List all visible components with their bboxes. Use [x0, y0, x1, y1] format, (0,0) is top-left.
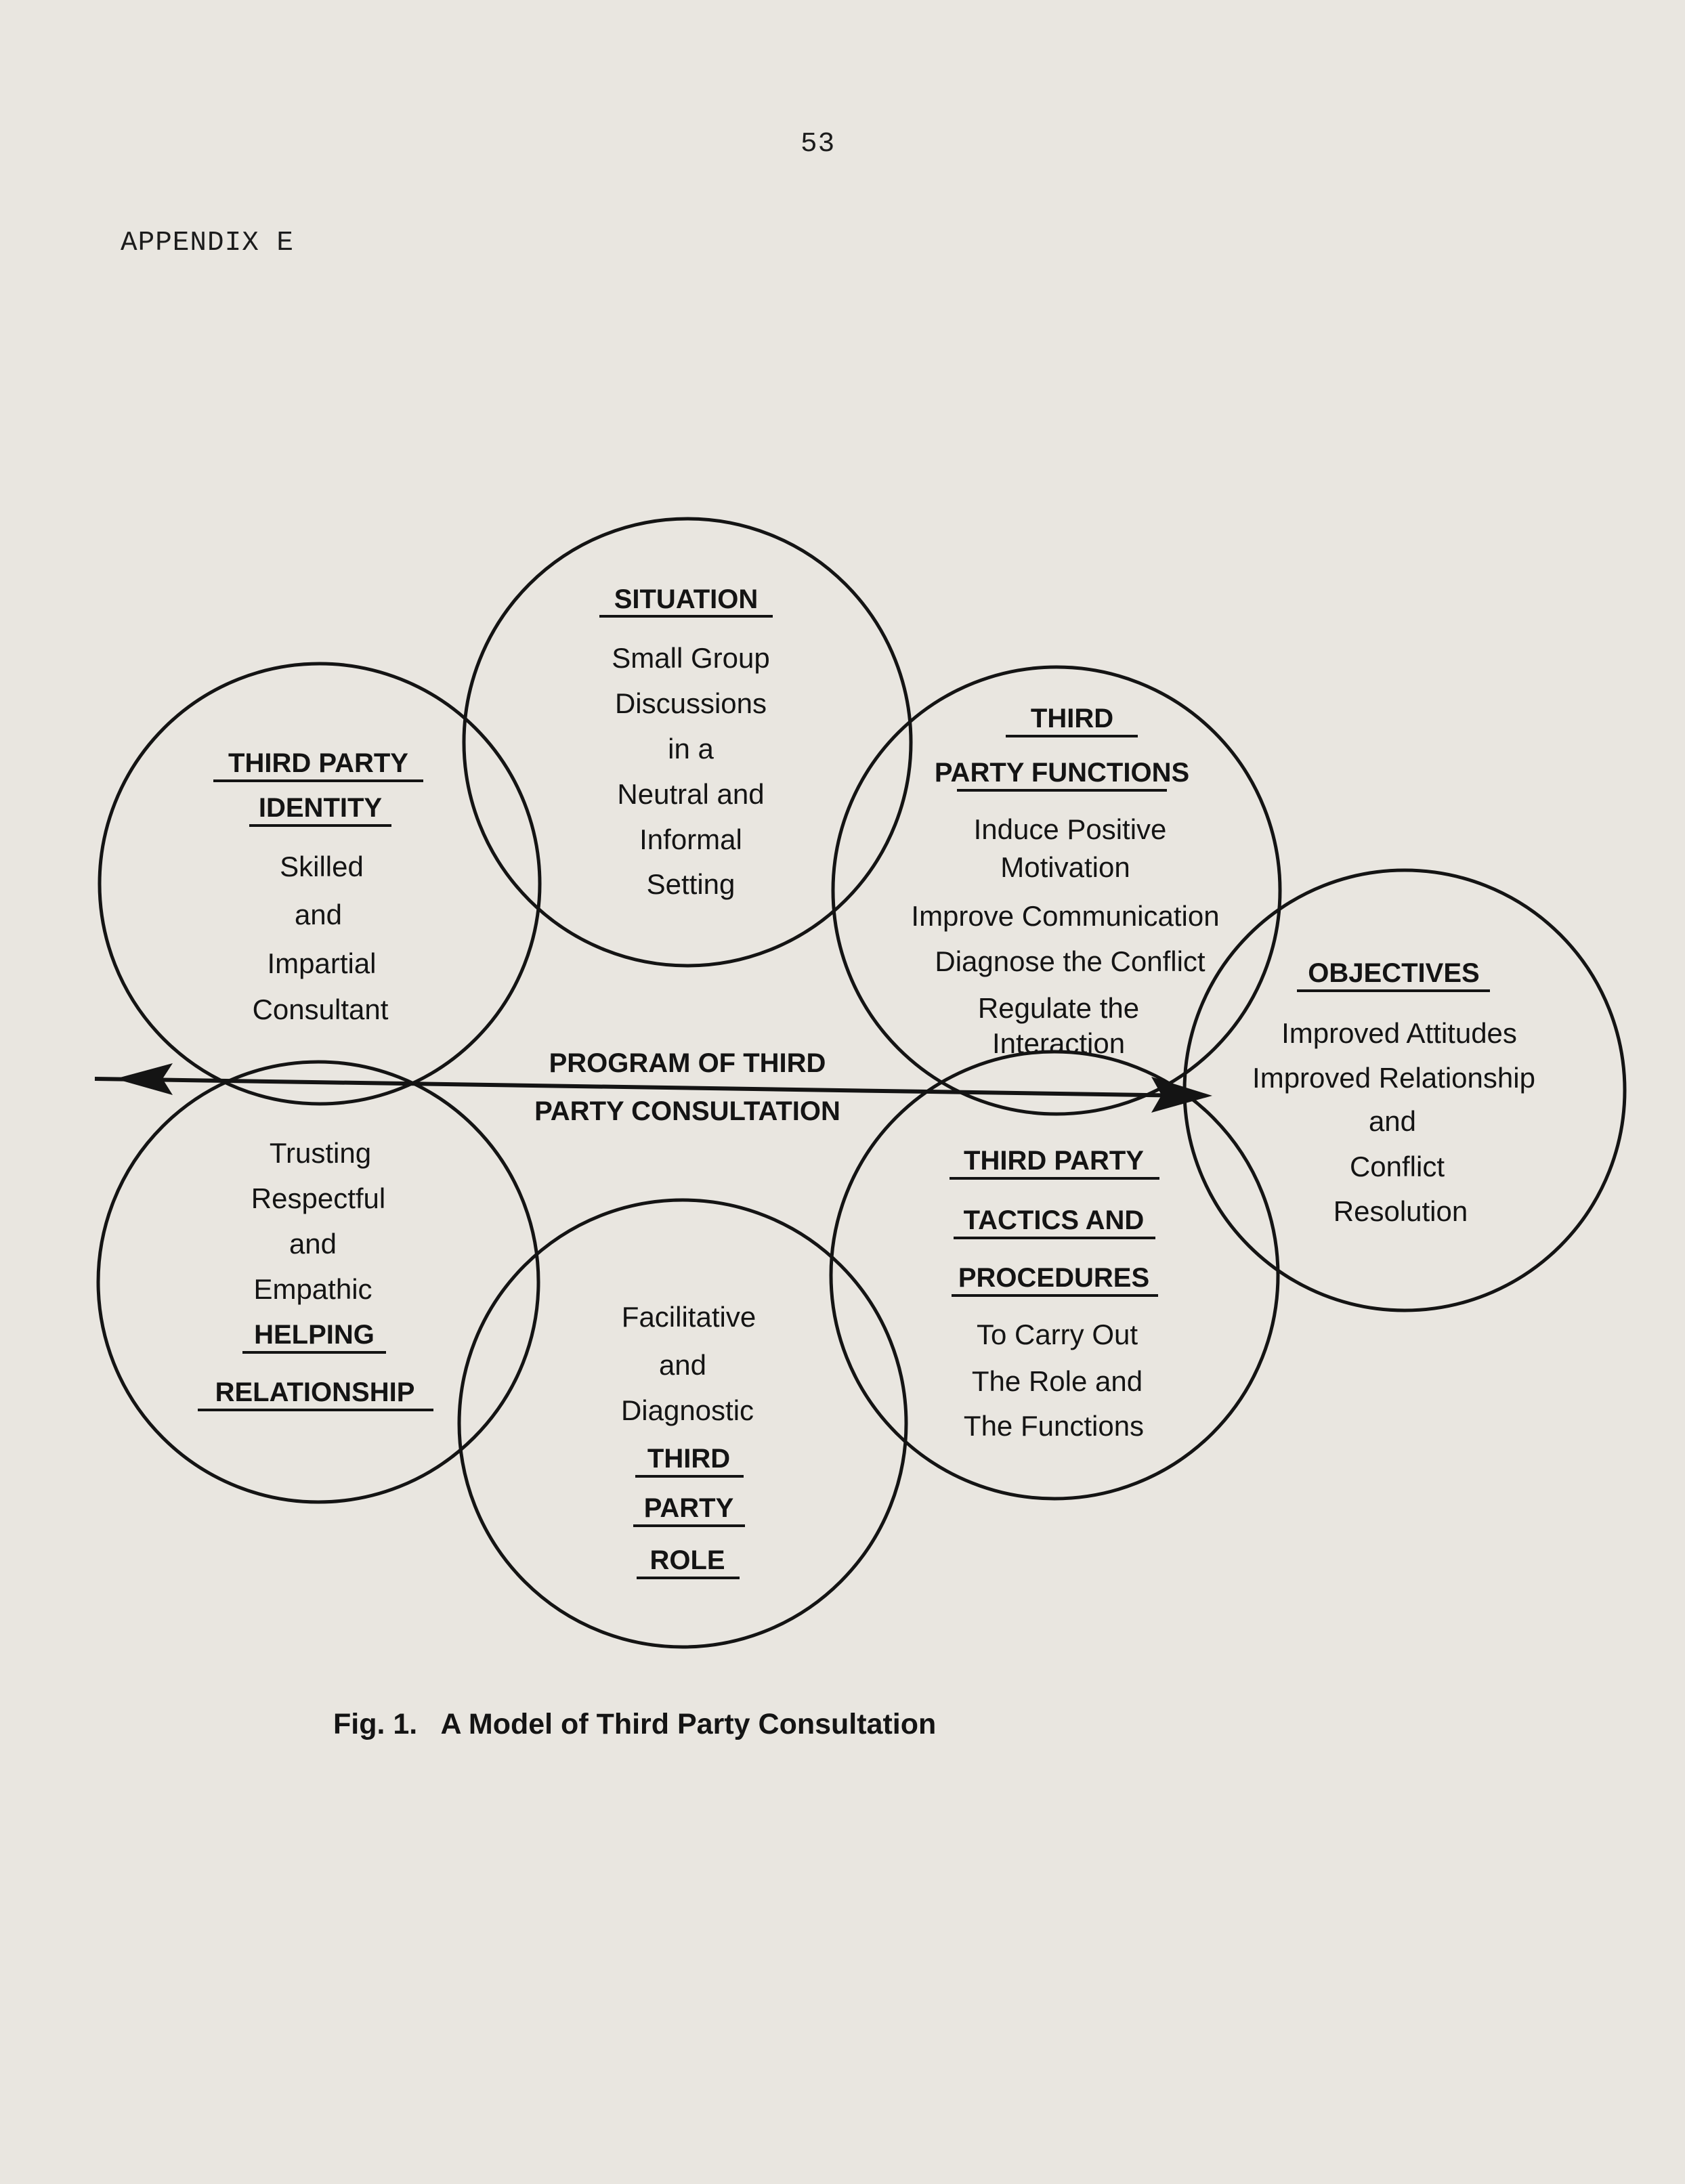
situation-line-5: Informal	[639, 823, 742, 855]
functions-title-1: THIRD	[1030, 704, 1114, 733]
situation-line-6: Setting	[646, 868, 735, 900]
identity-line-2: and	[294, 899, 343, 930]
objectives-title: OBJECTIVES	[1308, 958, 1480, 988]
functions-line-1: Induce Positive	[973, 813, 1167, 845]
situation-line-4: Neutral and	[617, 778, 765, 810]
tactics-title-3: PROCEDURES	[958, 1263, 1150, 1293]
tactics-title-2: TACTICS AND	[963, 1205, 1145, 1235]
identity-line-1: Skilled	[280, 851, 364, 882]
tactics-line-2: The Role and	[971, 1365, 1143, 1397]
tactics-line-1: To Carry Out	[976, 1319, 1138, 1350]
objectives-line-2: Improved Relationship	[1252, 1062, 1535, 1094]
role-title-2: PARTY	[643, 1493, 734, 1523]
situation-line-3: in a	[668, 733, 714, 765]
role-title-1: THIRD	[647, 1444, 731, 1474]
role-line-2: and	[658, 1349, 707, 1381]
objectives-line-4: Conflict	[1349, 1151, 1445, 1182]
functions-line-5: Regulate the	[977, 992, 1140, 1024]
relationship-title-2: RELATIONSHIP	[215, 1377, 415, 1407]
identity-title-1: THIRD PARTY	[228, 748, 408, 778]
role-line-3: Diagnostic	[620, 1394, 754, 1426]
figure-caption	[333, 1708, 936, 1741]
functions-line-3: Improve Communication	[911, 900, 1220, 932]
situation-line-2: Discussions	[614, 687, 767, 719]
objectives-line-3: and	[1368, 1105, 1417, 1137]
identity-line-4: Consultant	[252, 993, 389, 1025]
tactics-line-3: The Functions	[963, 1410, 1145, 1442]
page-number: 53	[801, 129, 836, 160]
relationship-line-4: Empathic	[253, 1273, 372, 1305]
tactics-title-1: THIRD PARTY	[964, 1146, 1144, 1176]
figure-caption-text: A Model of Third Party Consultation	[440, 1708, 937, 1740]
objectives-line-1: Improved Attitudes	[1281, 1017, 1517, 1049]
role-line-1: Facilitative	[621, 1301, 756, 1333]
functions-line-2: Motivation	[1000, 851, 1130, 883]
figure-caption-label: Fig. 1.	[333, 1708, 418, 1740]
relationship-line-2: Respectful	[251, 1182, 386, 1214]
identity-line-3: Impartial	[267, 947, 377, 979]
appendix-heading: APPENDIX E	[121, 228, 295, 259]
functions-title-2: PARTY FUNCTIONS	[934, 758, 1190, 788]
situation-line-1: Small Group	[612, 642, 770, 674]
functions-line-4: Diagnose the Conflict	[935, 945, 1206, 977]
objectives-line-5: Resolution	[1333, 1195, 1468, 1227]
identity-title-2: IDENTITY	[258, 793, 383, 823]
role-title-3: ROLE	[649, 1545, 725, 1575]
program-line-2: PARTY CONSULTATION	[534, 1096, 840, 1126]
relationship-line-3: and	[289, 1228, 337, 1260]
relationship-line-1: Trusting	[269, 1137, 372, 1169]
program-arrow-line	[95, 1079, 1192, 1096]
functions-line-6: Interaction	[991, 1027, 1126, 1059]
identity-circle	[100, 664, 540, 1104]
program-line-1: PROGRAM OF THIRD	[549, 1048, 826, 1078]
relationship-title-1: HELPING	[254, 1320, 375, 1350]
situation-title: SITUATION	[614, 584, 759, 614]
